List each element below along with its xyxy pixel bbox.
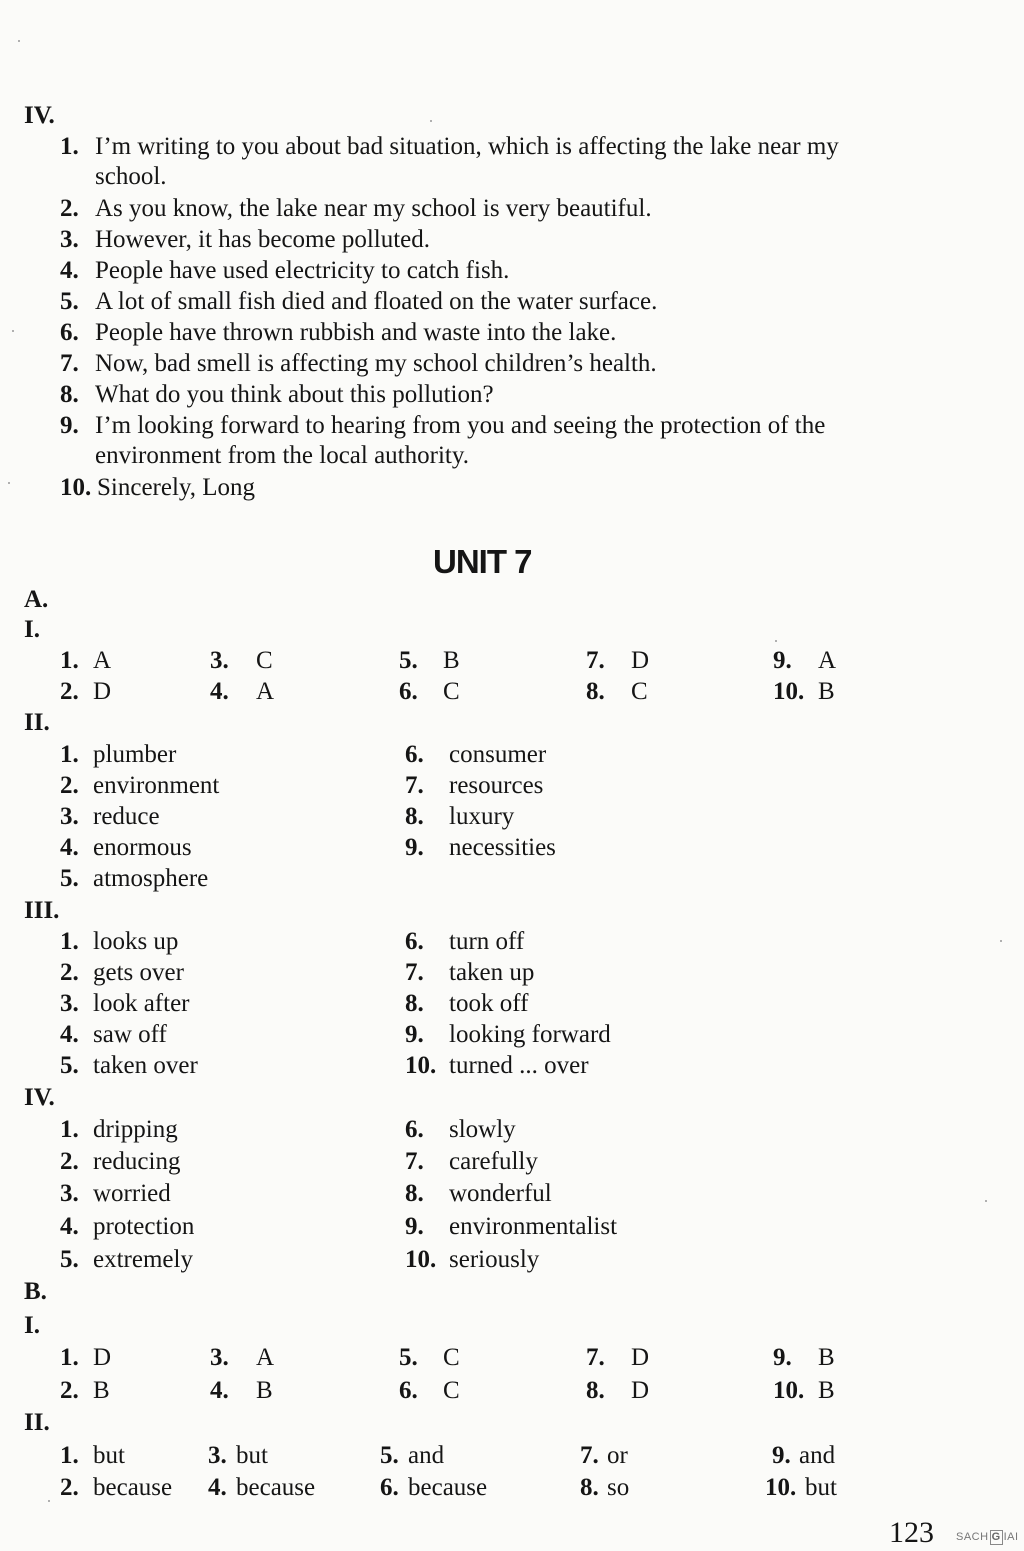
answer-number: 8.: [580, 1474, 599, 1501]
answer-word: because: [408, 1474, 488, 1501]
list-item: Now, bad smell is affecting my school children’s health.: [95, 350, 657, 377]
answer-number: 4.: [208, 1474, 227, 1501]
list-item: However, it has become polluted.: [95, 226, 431, 253]
part-b-section-i-heading: I.: [24, 1312, 40, 1339]
answer-number: 6.: [399, 1377, 418, 1404]
list-item: As you know, the lake near my school is very beautiful.: [95, 195, 652, 222]
answer-word: dripping: [93, 1116, 178, 1143]
answer-word: looking forward: [449, 1021, 611, 1048]
answer-word: luxury: [449, 803, 515, 830]
answer-letter: A: [818, 647, 837, 674]
answer-word: but: [805, 1474, 837, 1501]
list-item: What do you think about this pollution?: [95, 381, 494, 408]
list-number: 1.: [60, 133, 79, 160]
answer-number: 7.: [405, 959, 424, 986]
list-number: 7.: [60, 350, 79, 377]
answer-number: 8.: [586, 678, 605, 705]
answer-word: consumer: [449, 741, 547, 768]
answer-letter: D: [631, 1344, 650, 1371]
answer-word: turned ... over: [449, 1052, 589, 1079]
answer-number: 7.: [586, 1344, 605, 1371]
answer-number: 9.: [772, 1442, 791, 1469]
list-number: 8.: [60, 381, 79, 408]
part-a-heading: A.: [24, 586, 49, 613]
answer-word: or: [607, 1442, 628, 1469]
answer-number: 10.: [773, 1377, 805, 1404]
answer-letter: D: [631, 647, 650, 674]
answer-number: 3.: [60, 803, 79, 830]
speck: [8, 482, 10, 484]
section-iv-heading: IV.: [24, 102, 55, 129]
answer-word: atmosphere: [93, 865, 209, 892]
answer-word: looks up: [93, 928, 179, 955]
answer-number: 4.: [210, 1377, 229, 1404]
answer-number: 6.: [399, 678, 418, 705]
answer-word: extremely: [93, 1246, 193, 1273]
answer-letter: A: [256, 1344, 275, 1371]
answer-number: 10.: [773, 678, 805, 705]
answer-number: 2.: [60, 678, 79, 705]
answer-number: 9.: [405, 1021, 424, 1048]
answer-number: 4.: [210, 678, 229, 705]
answer-word: worried: [93, 1180, 171, 1207]
answer-number: 2.: [60, 959, 79, 986]
answer-letter: C: [631, 678, 648, 705]
answer-word: seriously: [449, 1246, 540, 1273]
list-item: I’m writing to you about bad situation, which is affecting the lake near my: [95, 133, 839, 160]
answer-letter: B: [818, 1344, 835, 1371]
answer-number: 7.: [405, 1148, 424, 1175]
list-item-continued: school.: [95, 163, 167, 190]
answer-number: 9.: [773, 1344, 792, 1371]
answer-number: 1.: [60, 928, 79, 955]
watermark-logo: [956, 1530, 1019, 1545]
answer-number: 1.: [60, 1442, 79, 1469]
answer-word: look after: [93, 990, 190, 1017]
answer-word: because: [236, 1474, 316, 1501]
answer-number: 2.: [60, 1148, 79, 1175]
answer-letter: A: [93, 647, 112, 674]
list-item: People have thrown rubbish and waste into the lake.: [95, 319, 617, 346]
answer-word: slowly: [449, 1116, 516, 1143]
answer-word: and: [408, 1442, 445, 1469]
answer-letter: D: [93, 1344, 112, 1371]
answer-word: carefully: [449, 1148, 538, 1175]
answer-number: 3.: [210, 1344, 229, 1371]
answer-word: environment: [93, 772, 220, 799]
speck: [1000, 940, 1002, 942]
answer-number: 9.: [405, 834, 424, 861]
list-number: 4.: [60, 257, 79, 284]
answer-letter: B: [443, 647, 460, 674]
answer-number: 10.: [765, 1474, 797, 1501]
answer-number: 3.: [210, 647, 229, 674]
list-item: People have used electricity to catch fish.: [95, 257, 510, 284]
answer-letter: D: [631, 1377, 650, 1404]
answer-word: protection: [93, 1213, 195, 1240]
answer-letter: C: [443, 678, 460, 705]
answer-number: 5.: [399, 1344, 418, 1371]
part-a-section-ii-heading: II.: [24, 709, 50, 736]
answer-word: taken over: [93, 1052, 198, 1079]
answer-number: 8.: [405, 803, 424, 830]
answer-number: 4.: [60, 1021, 79, 1048]
speck: [985, 1200, 987, 1202]
answer-number: 6.: [405, 741, 424, 768]
answer-number: 1.: [60, 741, 79, 768]
answer-word: took off: [449, 990, 529, 1017]
answer-number: 2.: [60, 772, 79, 799]
part-a-section-iii-heading: III.: [24, 897, 60, 924]
answer-letter: B: [818, 678, 835, 705]
answer-number: 5.: [60, 865, 79, 892]
answer-number: 8.: [405, 1180, 424, 1207]
answer-letter: B: [256, 1377, 273, 1404]
answer-number: 4.: [60, 1213, 79, 1240]
answer-number: 1.: [60, 1344, 79, 1371]
answer-number: 2.: [60, 1377, 79, 1404]
answer-number: 5.: [399, 647, 418, 674]
watermark-text-left: SACH: [956, 1531, 989, 1543]
answer-word: gets over: [93, 959, 184, 986]
answer-letter: C: [443, 1344, 460, 1371]
answer-word: and: [799, 1442, 836, 1469]
list-item: Sincerely, Long: [97, 474, 256, 501]
answer-word: taken up: [449, 959, 535, 986]
answer-number: 7.: [405, 772, 424, 799]
answer-word: so: [607, 1474, 630, 1501]
watermark-box: G: [990, 1530, 1003, 1545]
answer-number: 10.: [405, 1052, 437, 1079]
speck: [18, 40, 20, 42]
answer-number: 9.: [773, 647, 792, 674]
answer-word: environmentalist: [449, 1213, 618, 1240]
part-b-section-ii-heading: II.: [24, 1409, 50, 1436]
list-number: 5.: [60, 288, 79, 315]
answer-word: wonderful: [449, 1180, 552, 1207]
answer-number: 1.: [60, 1116, 79, 1143]
list-item-continued: environment from the local authority.: [95, 442, 469, 469]
answer-letter: C: [443, 1377, 460, 1404]
answer-number: 4.: [60, 834, 79, 861]
answer-word: because: [93, 1474, 173, 1501]
list-item: A lot of small fish died and floated on the water surface.: [95, 288, 658, 315]
speck: [775, 640, 777, 642]
answer-number: 7.: [586, 647, 605, 674]
answer-word: turn off: [449, 928, 525, 955]
answer-number: 5.: [60, 1246, 79, 1273]
answer-number: 5.: [60, 1052, 79, 1079]
answer-number: 6.: [380, 1474, 399, 1501]
list-number: 10.: [60, 474, 92, 501]
answer-word: saw off: [93, 1021, 167, 1048]
answer-word: resources: [449, 772, 544, 799]
answer-number: 8.: [586, 1377, 605, 1404]
part-a-section-i-heading: I.: [24, 616, 40, 643]
answer-number: 2.: [60, 1474, 79, 1501]
answer-word: enormous: [93, 834, 192, 861]
answer-number: 10.: [405, 1246, 437, 1273]
answer-number: 1.: [60, 647, 79, 674]
answer-number: 3.: [60, 990, 79, 1017]
answer-word: but: [236, 1442, 268, 1469]
answer-letter: A: [256, 678, 275, 705]
answer-number: 3.: [60, 1180, 79, 1207]
page-number: 123: [889, 1516, 934, 1549]
answer-number: 6.: [405, 928, 424, 955]
answer-number: 7.: [580, 1442, 599, 1469]
answer-word: but: [93, 1442, 125, 1469]
list-number: 9.: [60, 412, 79, 439]
answer-number: 9.: [405, 1213, 424, 1240]
speck: [430, 120, 432, 122]
answer-word: reducing: [93, 1148, 181, 1175]
answer-number: 5.: [380, 1442, 399, 1469]
answer-word: plumber: [93, 741, 177, 768]
answer-letter: C: [256, 647, 273, 674]
answer-word: reduce: [93, 803, 160, 830]
speck: [12, 330, 14, 332]
part-b-heading: B.: [24, 1278, 47, 1305]
unit-title: UNIT 7: [433, 543, 532, 580]
list-number: 3.: [60, 226, 79, 253]
answer-number: 8.: [405, 990, 424, 1017]
answer-letter: B: [818, 1377, 835, 1404]
part-a-section-iv-heading: IV.: [24, 1084, 55, 1111]
answer-letter: B: [93, 1377, 110, 1404]
answer-number: 3.: [208, 1442, 227, 1469]
list-number: 2.: [60, 195, 79, 222]
answer-number: 6.: [405, 1116, 424, 1143]
list-number: 6.: [60, 319, 79, 346]
answer-word: necessities: [449, 834, 556, 861]
speck: [48, 1500, 50, 1502]
answer-letter: D: [93, 678, 112, 705]
watermark-text-right: IAI: [1003, 1531, 1019, 1543]
list-item: I’m looking forward to hearing from you and seeing the protection of the: [95, 412, 826, 439]
